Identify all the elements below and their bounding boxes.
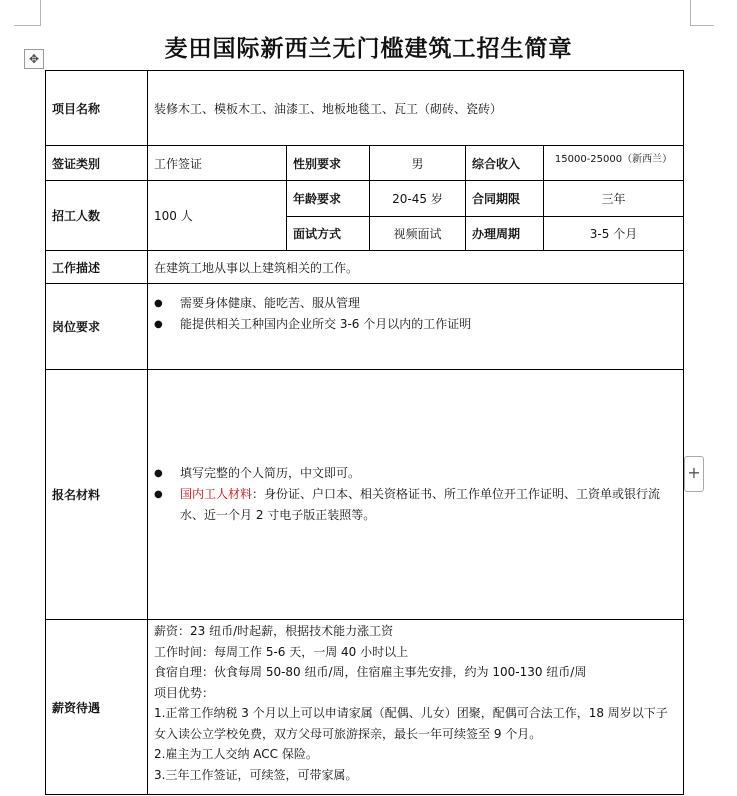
list-item xyxy=(154,463,677,484)
age-value: 20-45 岁 xyxy=(370,181,466,217)
page-corner-mark-left-v xyxy=(40,0,41,26)
table-row xyxy=(46,620,684,795)
recruitment-table xyxy=(45,70,684,795)
headcount-label: 招工人数 xyxy=(46,181,148,251)
requirements-label: 岗位要求 xyxy=(46,284,148,370)
table-row xyxy=(46,146,684,181)
table-row xyxy=(46,181,684,217)
salary-line: 1.正常工作纳税 3 个月以上可以申请家属（配偶、儿女）团聚，配偶可合法工作，18 周岁以下子女入读公立学校免费，双方父母可旅游探亲，最长一年可续签至 9 个月。 xyxy=(154,706,668,741)
table-row xyxy=(46,251,684,284)
gender-label: 性别要求 xyxy=(287,146,370,181)
materials-text xyxy=(180,484,677,526)
list-item xyxy=(154,314,677,335)
project-value: 装修木工、模板木工、油漆工、地板地毯工、瓦工（砌砖、瓷砖） xyxy=(148,71,684,146)
table-row xyxy=(46,284,684,370)
visa-label: 签证类别 xyxy=(46,146,148,181)
project-label: 项目名称 xyxy=(46,71,148,146)
table-move-handle-icon[interactable]: ✥ xyxy=(24,49,44,69)
bullet-icon: ● xyxy=(154,489,163,500)
salary-line: 3.三年工作签证，可续签，可带家属。 xyxy=(154,767,358,782)
table-row xyxy=(46,71,684,146)
page-corner-mark-right-v xyxy=(690,0,691,26)
requirement-text: 能提供相关工种国内企业所交 3-6 个月以内的工作证明 xyxy=(180,317,472,331)
salary-line: 食宿自理：伙食每周 50-80 纽币/周，住宿雇主事先安排，约为 100-130 纽币/周 xyxy=(154,665,587,679)
page-corner-mark-right-h xyxy=(690,25,714,26)
materials-detail: ：身份证、户口本、相关资格证书、所工作单位开工作证明、工资单或银行流水、近一个月 2 寸电子版正装照等。 xyxy=(180,487,661,522)
page-corner-mark-left-h xyxy=(14,25,41,26)
contract-value: 三年 xyxy=(544,181,684,217)
visa-value: 工作签证 xyxy=(148,146,287,181)
bullet-icon: ● xyxy=(154,298,163,309)
bullet-icon: ● xyxy=(154,468,163,479)
job-desc-value: 在建筑工地从事以上建筑相关的工作。 xyxy=(148,251,684,284)
income-value: 15000-25000（新西兰） xyxy=(544,146,684,181)
interview-label: 面试方式 xyxy=(287,217,370,251)
processing-value: 3-5 个月 xyxy=(544,217,684,251)
list-item xyxy=(154,293,677,314)
salary-line: 薪资：23 纽币/时起薪，根据技术能力涨工资 xyxy=(154,624,394,638)
list-item xyxy=(154,484,677,526)
salary-label: 薪资待遇 xyxy=(46,620,148,795)
gender-value: 男 xyxy=(370,146,466,181)
requirements-value xyxy=(148,284,684,370)
interview-value: 视频面试 xyxy=(370,217,466,251)
salary-line: 工作时间：每周工作 5-6 天，一周 40 小时以上 xyxy=(154,644,409,659)
materials-text: 填写完整的个人简历，中文即可。 xyxy=(180,466,361,480)
add-row-button-icon[interactable]: + xyxy=(684,456,704,492)
job-desc-label: 工作描述 xyxy=(46,251,148,284)
salary-line: 项目优势： xyxy=(154,685,215,700)
page-title: 麦田国际新西兰无门槛建筑工招生简章 xyxy=(164,35,573,62)
bullet-icon: ● xyxy=(154,319,163,330)
age-label: 年龄要求 xyxy=(287,181,370,217)
processing-label: 办理周期 xyxy=(466,217,544,251)
materials-label: 报名材料 xyxy=(46,370,148,620)
materials-highlight: 国内工人材料 xyxy=(180,487,253,501)
salary-value xyxy=(148,620,684,795)
salary-line: 2.雇主为工人交纳 ACC 保险。 xyxy=(154,747,318,761)
materials-value xyxy=(148,370,684,620)
requirement-text: 需要身体健康、能吃苦、服从管理 xyxy=(180,296,361,310)
headcount-value: 100 人 xyxy=(148,181,287,251)
table-row xyxy=(46,370,684,620)
income-label: 综合收入 xyxy=(466,146,544,181)
contract-label: 合同期限 xyxy=(466,181,544,217)
